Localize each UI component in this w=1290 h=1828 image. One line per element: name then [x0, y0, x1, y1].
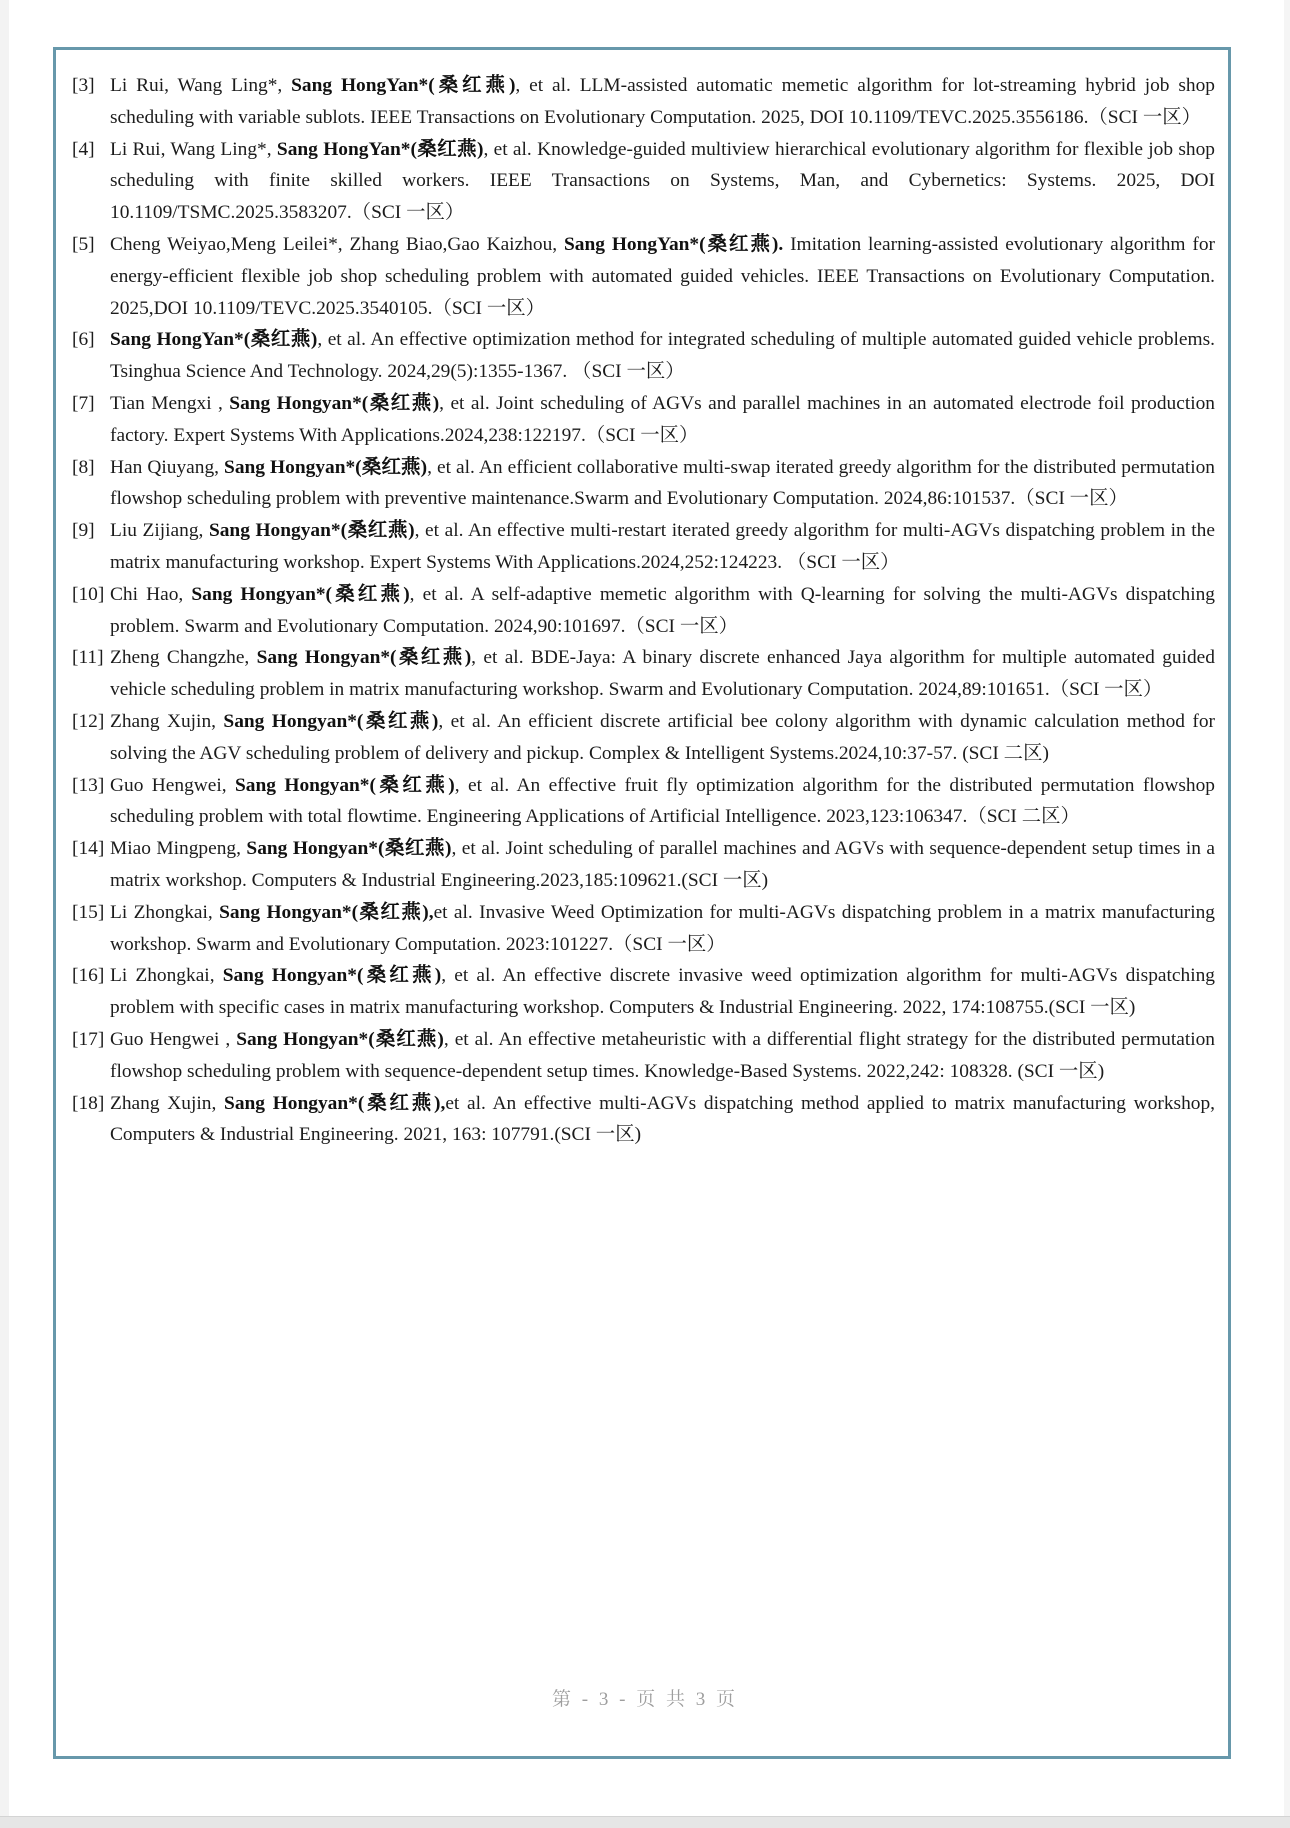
author-name-bold: Sang Hongyan*(桑红燕) [208, 520, 415, 542]
reference-text-segment: , et al. BDE-Jaya: A binary discrete enhanced Jaya algorithm for multiple automated guided vehicle scheduling problem in matrix manufacturing workshop. Swarm and Evolutionary Computation. 2024,89:101651.（SCI 一区） [110, 647, 1215, 701]
reference-item [72, 833, 1215, 897]
reference-item [72, 1024, 1215, 1088]
reference-item [72, 579, 1215, 643]
reference-text-segment: , et al. An effective multi-restart iterated greedy algorithm for multi-AGVs dispatching problem in the matrix manufacturing workshop. Expert Systems With Applications.2024,252:124223. （SCI 一区） [110, 520, 1215, 573]
author-name-bold: Sang Hongyan*(桑红燕) [224, 456, 428, 478]
reference-text-segment: , et al. Joint scheduling of AGVs and parallel machines in an automated electrode foil production factory. Expert Systems With Applications.2024,238:122197.（SCI 一区） [110, 392, 1215, 446]
reference-number: [8] [72, 456, 95, 478]
reference-text [110, 139, 1215, 224]
reference-item [72, 452, 1215, 516]
reference-item [72, 134, 1215, 229]
reference-text-segment: , et al. An efficient discrete artificial bee colony algorithm with dynamic calculation method for solving the AGV scheduling problem of delivery and pickup. Complex & Intelligent Systems.2024,10:37-57. (SCI 二区) [110, 710, 1215, 764]
page-left-edge [0, 0, 9, 1817]
author-name-bold: Sang Hongyan*(桑红燕) [236, 1028, 444, 1050]
author-name-bold: Sang Hongyan*(桑红燕) [191, 583, 410, 605]
reference-text-segment: , et al. A self-adaptive memetic algorithm with Q-learning for solving the multi-AGVs dispatching problem. Swarm and Evolutionary Computation. 2024,90:101697.（SCI 一区） [110, 583, 1215, 637]
author-name-bold: Sang Hongyan*(桑红燕) [223, 710, 439, 732]
reference-text [110, 647, 1215, 700]
reference-text-segment: , et al. Knowledge-guided multiview hierarchical evolutionary algorithm for flexible job shop scheduling with finite skilled workers. IEEE Transactions on Systems, Man, and Cybernetics: Systems. 2025, DOI 10.1109/TSMC.2025.3583207.（SCI 一区） [110, 138, 1216, 224]
reference-text-segment: Liu Zijiang, [110, 520, 209, 542]
reference-number: [13] [72, 774, 105, 796]
reference-text-segment: Tian Mengxi , [110, 392, 230, 414]
reference-text [110, 329, 1215, 382]
reference-item [72, 1088, 1215, 1152]
reference-text [110, 75, 1215, 128]
reference-text-segment: Zheng Changzhe, [110, 647, 257, 669]
reference-text-segment: Miao Mingpeng, [110, 838, 247, 860]
author-name-bold: Sang Hongyan*(桑红燕) [246, 838, 452, 860]
reference-text-segment: Zhang Xujin, [110, 710, 224, 732]
reference-number: [10] [72, 583, 105, 605]
author-name-bold: Sang Hongyan*(桑红燕) [256, 647, 472, 669]
reference-text [110, 838, 1215, 891]
author-name-bold: Sang HongYan*(桑红燕) [110, 329, 318, 351]
reference-text-segment: , et al. An effective fruit fly optimization algorithm for the distributed permutation flowshop scheduling problem with total flowtime. Engineering Applications of Artificial Intelligence. 2023,123:106347.（SCI 二区） [110, 774, 1216, 828]
reference-text-segment: , et al. LLM-assisted automatic memetic algorithm for lot-streaming hybrid job shop scheduling with variable sublots. IEEE Transactions on Evolutionary Computation. 2025, DOI 10.1109/TEVC.2025.3556186.（SCI 一区） [110, 75, 1215, 128]
reference-text-segment: Guo Hengwei, [110, 774, 236, 796]
reference-text [110, 1093, 1215, 1146]
author-name-bold: Sang Hongyan*(桑红燕) [229, 392, 440, 414]
reference-text-segment: Imitation learning-assisted evolutionary algorithm for energy-efficient flexible job shop scheduling problem with automated guided vehicles. IEEE Transactions on Evolutionary Computation. 2025,DOI 10.1109/TEVC.2025.3540105.（SCI 一区） [110, 233, 1215, 319]
reference-number: [15] [72, 901, 105, 923]
reference-number: [18] [72, 1092, 105, 1114]
reference-text-segment: et al. Invasive Weed Optimization for multi-AGVs dispatching problem in a matrix manufacturing workshop. Swarm and Evolutionary Computation. 2023:101227.（SCI 一区） [110, 901, 1215, 955]
reference-text [110, 965, 1215, 1018]
reference-text [110, 520, 1215, 573]
reference-text [110, 234, 1215, 319]
reference-number: [4] [72, 138, 95, 160]
reference-number: [17] [72, 1028, 105, 1050]
reference-number: [12] [72, 710, 105, 732]
reference-number: [14] [72, 838, 105, 860]
reference-text [110, 902, 1215, 955]
author-name-bold: Sang Hongyan*(桑红燕), [219, 901, 434, 923]
reference-text-segment: , et al. An effective discrete invasive weed optimization algorithm for multi-AGVs dispatching problem with specific cases in matrix manufacturing workshop. Computers & Industrial Engineering. 2022, 174:108755.(SCI 一区) [110, 965, 1215, 1019]
reference-text-segment: Cheng Weiyao,Meng Leilei*, Zhang Biao,Gao Kaizhou, [110, 233, 564, 255]
reference-text-segment: , et al. An effective optimization method for integrated scheduling of multiple automated guided vehicle problems. Tsinghua Science And Technology. 2024,29(5):1355-1367. （SCI 一区） [110, 329, 1215, 383]
reference-item [72, 388, 1215, 452]
page-bottom-edge [0, 1816, 1290, 1828]
publication-list [72, 70, 1215, 1151]
reference-number: [5] [72, 233, 95, 255]
reference-number: [9] [72, 520, 95, 542]
reference-item [72, 515, 1215, 579]
reference-text [110, 711, 1215, 764]
reference-text [110, 393, 1215, 446]
author-name-bold: Sang Hongyan*(桑红燕) [222, 965, 442, 987]
author-name-bold: Sang HongYan*(桑红燕). [564, 233, 784, 255]
reference-item [72, 770, 1215, 834]
reference-text-segment: Li Rui, Wang Ling*, [110, 138, 277, 160]
author-name-bold: Sang Hongyan*(桑红燕), [224, 1092, 446, 1114]
reference-text-segment: Li Zhongkai, [110, 965, 223, 987]
reference-item [72, 70, 1215, 134]
reference-text-segment: Zhang Xujin, [110, 1092, 225, 1114]
reference-number: [16] [72, 965, 105, 987]
reference-text [110, 457, 1215, 510]
reference-text-segment: et al. An effective multi-AGVs dispatching method applied to matrix manufacturing workshop, Computers & Industrial Engineering. 2021, 163: 107791.(SCI 一区) [110, 1092, 1215, 1146]
reference-number: [6] [72, 329, 95, 351]
reference-text [110, 1029, 1215, 1082]
reference-item [72, 642, 1215, 706]
reference-item [72, 897, 1215, 961]
reference-item [72, 229, 1215, 324]
reference-text-segment: Li Zhongkai, [110, 901, 220, 923]
author-name-bold: Sang HongYan*(桑红燕) [276, 138, 484, 160]
reference-item [72, 960, 1215, 1024]
reference-text-segment: , et al. An efficient collaborative multi-swap iterated greedy algorithm for the distributed permutation flowshop scheduling problem with preventive maintenance.Swarm and Evolutionary Computation. 2024,86:101537.（SCI 一区） [110, 456, 1215, 510]
reference-text-segment: Guo Hengwei , [110, 1028, 237, 1050]
reference-text [110, 584, 1215, 637]
reference-text-segment: Han Qiuyang, [110, 456, 225, 478]
reference-text-segment: Chi Hao, [110, 583, 192, 605]
page-footer: 第 - 3 - 页 共 3 页 [552, 1689, 738, 1710]
reference-item [72, 706, 1215, 770]
reference-text-segment: , et al. Joint scheduling of parallel machines and AGVs with sequence-dependent setup times in a matrix workshop. Computers & Industrial Engineering.2023,185:109621.(SCI 一区) [110, 838, 1215, 891]
reference-number: [3] [72, 75, 95, 96]
reference-text [110, 775, 1215, 828]
reference-number: [7] [72, 392, 95, 414]
reference-item [72, 324, 1215, 388]
reference-text-segment: Li Rui, Wang Ling*, [110, 75, 292, 96]
author-name-bold: Sang HongYan*(桑红燕) [291, 75, 516, 96]
reference-number: [11] [72, 647, 104, 669]
author-name-bold: Sang Hongyan*(桑红燕) [235, 774, 455, 796]
page-right-edge [1284, 0, 1290, 1817]
reference-text-segment: , et al. An effective metaheuristic with a differential flight strategy for the distributed permutation flowshop scheduling problem with sequence-dependent setup times. Knowledge-Based Systems. 2022,242: 108328. (SCI 一区) [110, 1028, 1215, 1082]
